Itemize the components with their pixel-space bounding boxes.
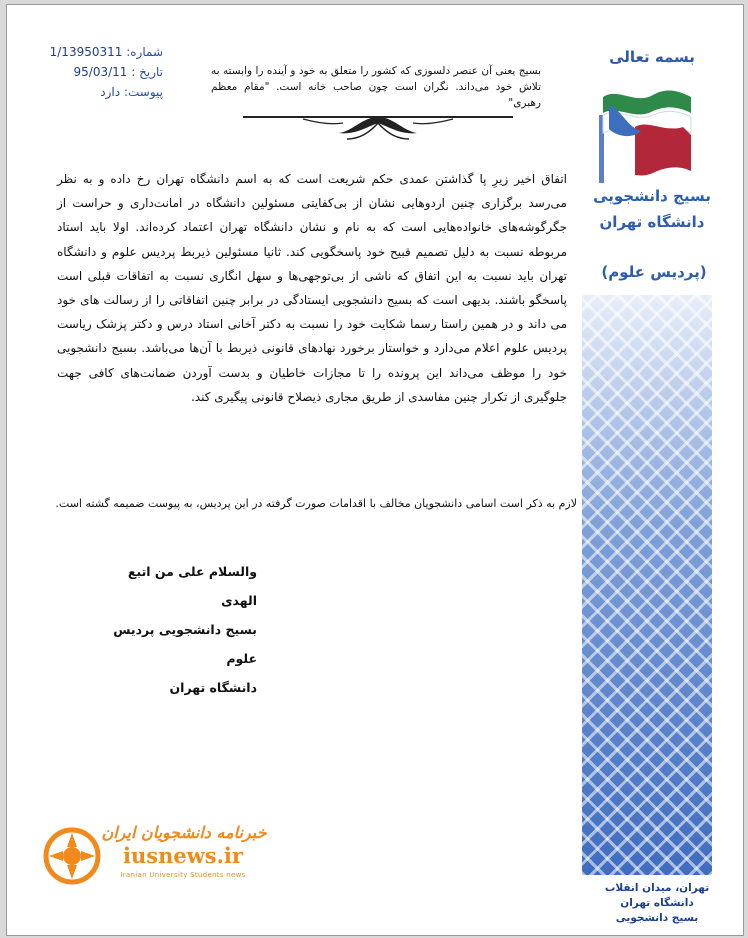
signature-line-1: والسلام علی من اتبع الهدی [127,564,257,608]
watermark-subtitle: Iranian University Students news [120,871,246,879]
watermark-url: iusnews.ir [123,843,243,868]
footer-address [592,881,722,926]
attachment-label: پیوست: [123,85,163,99]
leader-quote: بسیج یعنی آن عنصر دلسوزی که کشور را متعلق به خود و آینده را وابسته به تلاش خود می‌داند. نگران است چون صاحب خانه است. "مقام معظم رهبری" [211,65,541,109]
letter-page [6,4,744,936]
iusnews-logo-icon [43,827,101,885]
date-value: 95/03/11 [73,65,128,79]
attachment-value: دارد [100,85,121,99]
signature-line-3: دانشگاه تهران [169,680,257,695]
address-line-1: تهران، میدان انقلاب [604,882,710,894]
attachment-note: لازم به ذکر است اسامی دانشجویان مخالف با اقدامات صورت گرفته در این پردیس، به پیوست ضمیمه گشته است. [55,497,577,510]
letter-body: اتفاق اخیر زیرِ پا گذاشتن عمدی حکم شریعت است که به اسم دانشگاه تهران رخ داده و به نظر می‌رسد برگزاری چنین اردوهایی نشان از بی‌کفایتی مسئولین دانشگاه در امانت‌داری و حراست از جگرگوشه‌های خانواده‌هایی است که به نام و نشان دانشگاه تهران اعتماد کرده‌اند. اولا باید استاد مربوطه نسبت به دلیل تصمیم قبیح خود پاسخگویی کند. ثانیا مسئولین ذیربط پردیس علوم و دانشگاه تهران باید نسبت به این اتفاق که ناشی از بی‌توجهی‌ها و سهل انگاری نسبت به اتفاقات قبلی است پاسخگو باشند. بدیهی است که بسیج دانشجویی ایستادگی در برابر چنین اتفاقاتی را از رسالت های خود می داند و در همین راستا رسما شکایت خود را نسبت به دکتر آخانی استاد درس و دکتر پزشک ریاست پردیس علوم اعلام می‌دارد و خواستار برخورد نهادهای قانونی ذیربط با آن‌ها می‌باشد. بسیج دانشجویی خود را موظف می‌داند این پرونده را تا مجازات خاطیان و بدست آوردن ضمانت‌های کافی جهت جلوگیری از تکرار چنین مفاسدی از طریق مجاری ذیصلاح قانونی پیگیری کند. [57,172,567,404]
number-value: 1/13950311 [49,45,123,59]
header-title: بسمه تعالی [609,48,695,66]
basij-flag-logo-icon [593,75,705,185]
address-line-3: بسیج دانشجویی [615,912,699,924]
date-label: تاریخ : [131,65,163,79]
signature-line-2: بسیج دانشجویی پردیس علوم [113,622,257,666]
address-line-2: دانشگاه تهران [620,897,694,909]
ornament-divider [243,109,513,141]
number-label: شماره: [126,45,163,59]
watermark-name: خبرنامه دانشجویان ایران [101,823,267,842]
letter-date [33,62,163,82]
letter-number [33,42,163,62]
letter-attachment [33,82,163,102]
signature-block [97,557,257,702]
campus-name: (پردیس علوم) [601,263,707,281]
letter-meta [33,42,163,102]
org-line-2: دانشگاه تهران [599,213,705,231]
org-line-1: بسیج دانشجویی [593,187,711,205]
organization-name [592,183,712,235]
decorative-pattern-strip [582,295,712,875]
